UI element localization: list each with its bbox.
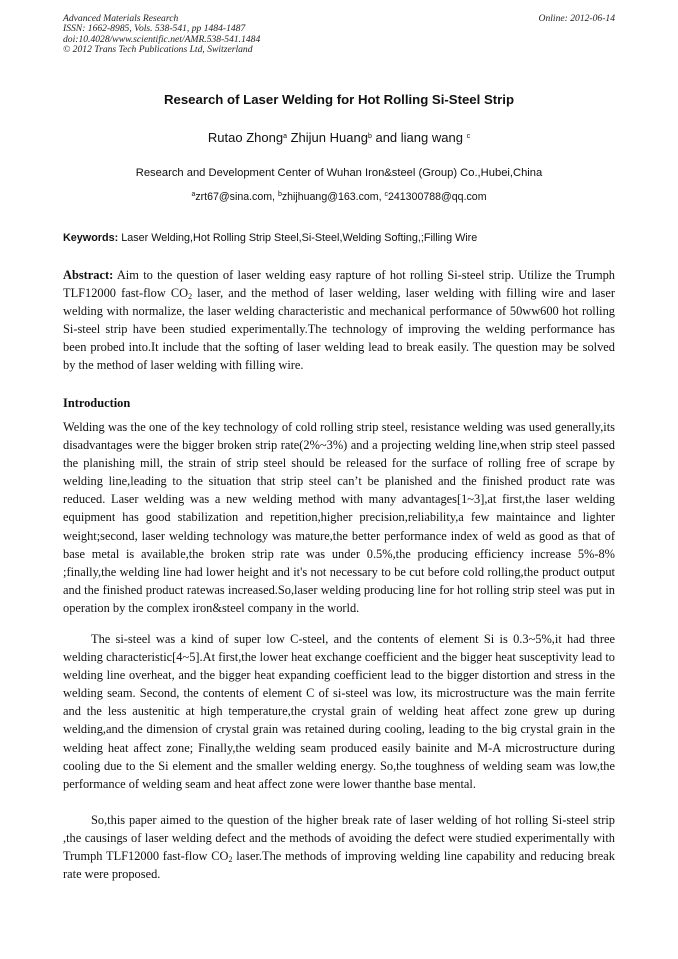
author-line: [0, 130, 678, 145]
subscript: 2: [188, 292, 193, 302]
paragraph-text: So,this paper aimed to the question of the higher break rate of laser welding of hot rolling Si-steel strip ,the causings of laser welding defect and the methods of avoiding the defect were studied experimentally with Trumph TLF12000 fast-flow CO: [63, 813, 615, 864]
paragraph: The si-steel was a kind of super low C-steel, and the contents of element Si is 0.3~5%,it had three welding characteristic[4~5].At first,the lower heat exchange coefficient and the bigger heat susceptivity lead to welding line overheat, and the bigger heat expanding coefficient lead to the bigger distortion and stress in the welding seam. Second, the contents of element C of si-steel was low, its microstructure was the main ferrite and the less austenitic at high temperature,the crystal grain of welding heat affect zone grew up during welding,and the dimension of crystal grain was retained during cooling, leading to the big crystal grain in the welding heat affect zone; Finally,the welding seam produced easily bainite and M-A microstructure during cooling due to the Si element and the smaller welding energy. So,the toughness of welding seam was low,the performance of welding seam and heat affect zone were lower thanthe base mental.: [63, 632, 615, 791]
author-mark: c: [466, 133, 471, 140]
paragraph: Welding was the one of the key technology of cold rolling strip steel, resistance welding was used generally,its disadvantages were the bigger broken strip rate(2%~3%) and a projecting welding line,when strip steel passed the planishing mill, the strain of strip steel should be released for the surface of rolling free of scrape by welding line,leading to the situation that strip steel can’t be planished and the finished product rate was reduced. Laser welding was a new welding method with many advantages[1~3],at first,the laser welding equipment has good stabilization and repetition,higher precision,reliability,a few maintaince and lighter weight;second, laser welding technology was mature,the better performance index of weld as good as that of base metal is available,the broken strip rate was under 0.5%,the producing efficiency increase 5%-8% ;finally,the welding line had lower height and it's not necessary to be cut before cold rolling,the product output and the finished product ratewas increased.So,laser welding producing line for hot rolling strip steel was put in operation by the complex iron&steel company in the world.: [63, 420, 615, 615]
abstract-label: Abstract:: [63, 268, 114, 282]
email: zrt67@sina.com,: [195, 191, 278, 203]
email-mark: b: [277, 191, 282, 198]
keywords-text: Laser Welding,Hot Rolling Strip Steel,Si-Steel,Welding Softing,;Filling Wire: [118, 232, 478, 244]
journal-copyright: © 2012 Trans Tech Publications Ltd, Switzerland: [63, 44, 253, 56]
email: 241300788@qq.com: [388, 191, 487, 203]
journal-header: [63, 14, 615, 56]
subscript: 2: [228, 855, 233, 865]
email: zhijhuang@163.com,: [281, 191, 385, 203]
journal-name: Advanced Materials Research: [63, 13, 179, 24]
journal-issn: ISSN: 1662-8985, Vols. 538-541, pp 1484-1487: [63, 23, 246, 35]
email-mark: c: [384, 191, 388, 198]
affiliation: Research and Development Center of Wuhan Iron&steel (Group) Co.,Hubei,China: [135, 167, 543, 179]
online-date: Online: 2012-06-14: [538, 13, 615, 24]
journal-doi: doi:10.4028/www.scientific.net/AMR.538-541.1484: [63, 33, 261, 45]
author-mark: b: [367, 133, 372, 140]
keywords: [63, 232, 623, 244]
email-line: [0, 191, 678, 203]
author-name: and liang wang: [371, 130, 463, 145]
author-name: Zhijun Huang: [287, 130, 368, 145]
paragraph-text: laser.The methods of improving welding line capability and reducing break rate were proposed.: [63, 849, 616, 882]
abstract-text: laser, and the method of laser welding, laser welding with filling wire and laser welding with normalize, the laser welding characteristic and mechanical performance of 50ww600 hot rolling Si-steel strip have been studied experimentally.The technology of improving the welding performance has been probed into.It include that the softing of laser welding lead to break easily. The question may be solved by the method of laser welding with filling wire.: [63, 286, 615, 373]
author-name: Rutao Zhong: [207, 130, 284, 145]
keywords-label: Keywords:: [63, 232, 119, 244]
abstract-text: Aim to the question of laser welding easy rapture of hot rolling Si-steel strip. Utilize the Trumph TLF12000 fast-flow CO: [63, 268, 615, 301]
email-mark: a: [191, 191, 196, 198]
journal-info: [63, 14, 615, 56]
paragraph: [63, 811, 615, 883]
abstract: [63, 266, 615, 375]
section-heading: Introduction: [63, 396, 131, 410]
paper-title: Research of Laser Welding for Hot Rolling Si-Steel Strip: [163, 92, 514, 107]
author-mark: a: [283, 133, 287, 140]
